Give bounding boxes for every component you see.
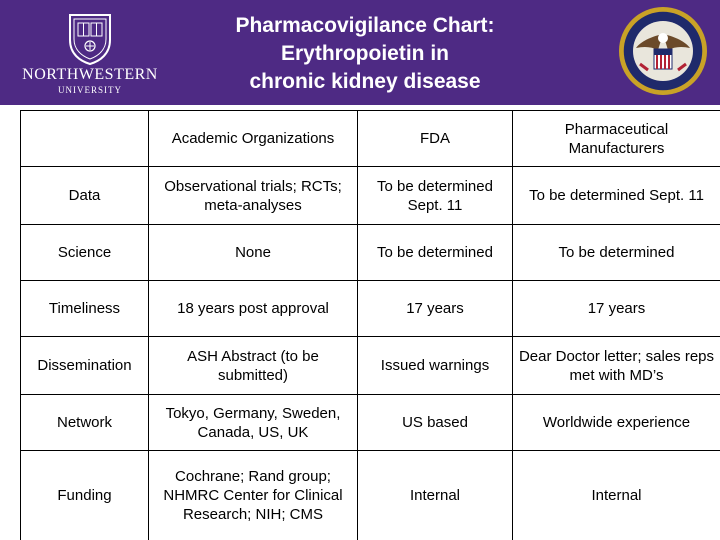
header-cell: Pharmaceutical Manufacturers <box>513 111 720 167</box>
table-cell: 18 years post approval <box>149 281 358 337</box>
header-cell <box>21 111 149 167</box>
table-cell: 17 years <box>358 281 513 337</box>
table-cell: To be determined <box>358 225 513 281</box>
header-divider <box>0 105 720 107</box>
table-cell: Worldwide experience <box>513 395 720 451</box>
table-cell: Internal <box>358 451 513 540</box>
row-label: Network <box>21 395 149 451</box>
title-line: chronic kidney disease <box>249 70 481 93</box>
northwestern-subtitle: UNIVERSITY <box>58 85 122 95</box>
table-cell: ASH Abstract (to be submitted) <box>149 337 358 395</box>
table-row <box>21 395 720 451</box>
title-line: Pharmacovigilance Chart: <box>235 14 495 37</box>
table-row <box>21 451 720 540</box>
table-cell: Issued warnings <box>358 337 513 395</box>
row-label: Dissemination <box>21 337 149 395</box>
slide-title <box>190 12 540 96</box>
table-row <box>21 281 720 337</box>
table-row <box>21 225 720 281</box>
row-label: Science <box>21 225 149 281</box>
row-label: Funding <box>21 451 149 540</box>
pharmacovigilance-table <box>20 110 720 540</box>
northwestern-crest-icon <box>66 12 114 66</box>
table-cell: Observational trials; RCTs; meta-analyses <box>149 167 358 225</box>
table-cell: To be determined <box>513 225 720 281</box>
northwestern-wordmark: NORTHWESTERN <box>22 66 158 83</box>
header-cell: FDA <box>358 111 513 167</box>
table-row <box>21 167 720 225</box>
table-row <box>21 337 720 395</box>
veterans-affairs-seal-icon <box>618 6 708 96</box>
table-cell: None <box>149 225 358 281</box>
table-cell: To be determined Sept. 11 <box>358 167 513 225</box>
row-label: Timeliness <box>21 281 149 337</box>
table-cell: To be determined Sept. 11 <box>513 167 720 225</box>
row-label: Data <box>21 167 149 225</box>
northwestern-logo <box>20 10 160 98</box>
table-cell: Tokyo, Germany, Sweden, Canada, US, UK <box>149 395 358 451</box>
table-cell: US based <box>358 395 513 451</box>
table-cell: Internal <box>513 451 720 540</box>
table-cell: Cochrane; Rand group; NHMRC Center for Clinical Research; NIH; CMS <box>149 451 358 540</box>
header-cell: Academic Organizations <box>149 111 358 167</box>
table-cell: 17 years <box>513 281 720 337</box>
table-cell: Dear Doctor letter; sales reps met with MD’s <box>513 337 720 395</box>
table-header-row <box>21 111 720 167</box>
title-line: Erythropoietin in <box>281 42 449 65</box>
